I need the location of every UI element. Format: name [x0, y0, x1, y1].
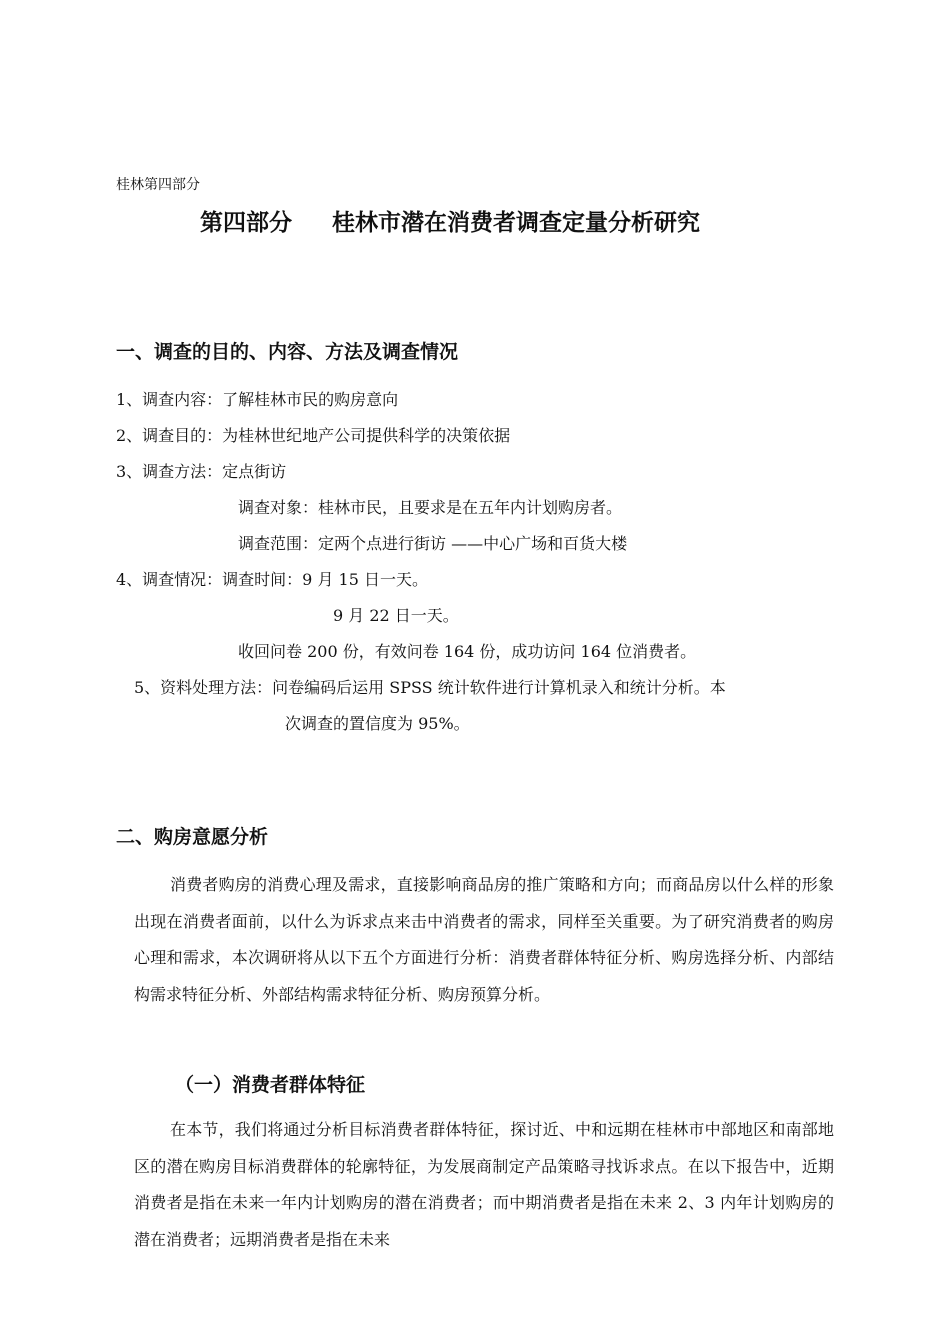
survey-content-item: 1、调查内容：了解桂林市民的购房意向 [116, 390, 399, 409]
survey-method-item: 3、调查方法：定点街访 [116, 462, 287, 481]
data-processing-line-1: 5、资料处理方法：问卷编码后运用 SPSS 统计软件进行计算机录入和统计分析。本 [134, 678, 726, 697]
section2-heading: 二、购房意愿分析 [116, 826, 269, 848]
survey-questionnaires: 收回问卷 200 份，有效问卷 164 份，成功访问 164 位消费者。 [238, 642, 697, 661]
subsection1-heading: （一）消费者群体特征 [175, 1074, 366, 1096]
survey-purpose-item: 2、调查目的：为桂林世纪地产公司提供科学的决策依据 [116, 426, 511, 445]
title-part: 第四部分 [200, 210, 292, 236]
section1-heading: 一、调查的目的、内容、方法及调查情况 [116, 341, 459, 363]
survey-date-2: 9 月 22 日一天。 [333, 606, 459, 625]
survey-target: 调查对象：桂林市民，且要求是在五年内计划购房者。 [238, 498, 623, 517]
page-title [200, 204, 700, 237]
data-processing-line-2: 次调查的置信度为 95%。 [285, 714, 470, 733]
title-name: 桂林市潜在消费者调查定量分析研究 [332, 210, 700, 236]
survey-scope: 调查范围：定两个点进行街访 ——中心广场和百货大楼 [238, 534, 628, 553]
section2-paragraph: 消费者购房的消费心理及需求，直接影响商品房的推广策略和方向；而商品房以什么样的形象出现在消费者面前，以什么为诉求点来击中消费者的需求，同样至关重要。为了研究消费者的购房心理和需求，本次调研将从以下五个方面进行分析：消费者群体特征分析、购房选择分析、内部结构需求特征分析、外部结构需求特征分析、购房预算分析。 [134, 875, 834, 1004]
survey-status: 4、调查情况：调查时间：9 月 15 日一天。 [116, 570, 428, 589]
subsection1-paragraph: 在本节，我们将通过分析目标消费者群体特征，探讨近、中和远期在桂林市中部地区和南部地区的潜在购房目标消费群体的轮廓特征，为发展商制定产品策略寻找诉求点。在以下报告中，近期消费者是指在未来一年内计划购房的潜在消费者；而中期消费者是指在未来 2、3 内年计划购房的潜在消费者；远期消费者是指在未来 [134, 1120, 834, 1249]
header-label: 桂林第四部分 [116, 177, 200, 193]
